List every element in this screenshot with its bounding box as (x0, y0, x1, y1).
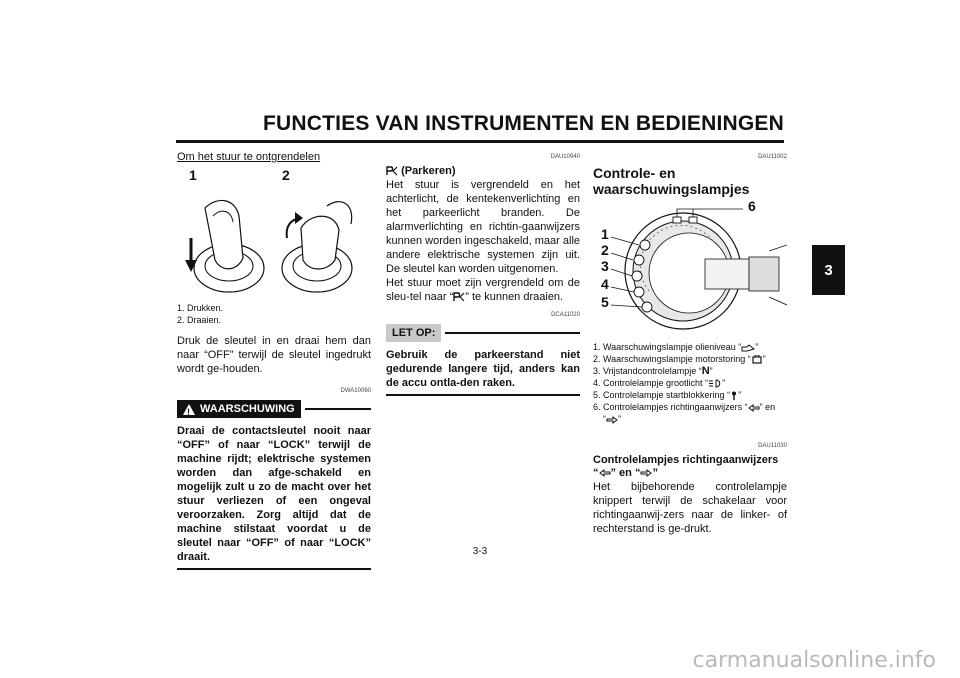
warning-code: DWA10060 (340, 388, 371, 394)
figure-label-4: 4 (601, 276, 609, 292)
arrow-right-icon (640, 469, 652, 477)
caption-item: 2. Waarschuwingslampje motorstoring “ ” (593, 354, 766, 364)
section-title: waarschuwingslampjes (593, 181, 750, 197)
caption-item: 1. Waarschuwingslampje olieniveau “ ” (593, 342, 759, 352)
inline-text: ” te kunnen draaien. (465, 291, 564, 303)
caption-item: 5. Controlelampje startblokkering “ ” (593, 390, 742, 400)
neutral-icon: N (701, 365, 710, 377)
inline-text: Het stuur moet zijn vergrendeld om de sleu-tel naar “ (386, 277, 580, 303)
notice-code: DCA11020 (551, 312, 580, 318)
section-code: DAU10940 (550, 154, 580, 160)
notice-text: Gebruik de parkeerstand niet gedurende langere tijd, anders kan de accu ontla-den raken. (386, 349, 580, 389)
section-code: DAU11002 (758, 154, 787, 160)
notice-header (386, 324, 580, 342)
key-figure (177, 168, 371, 298)
arrow-left-icon (748, 404, 760, 412)
high-beam-icon (708, 379, 722, 388)
figure-label-2: 2 (282, 167, 290, 183)
body-paragraph: Het bijbehorende controlelampje knippert terwijl de schakelaar voor richtingaanwij-zers naar de linker- of rechterstand is ge-drukt. (593, 481, 787, 535)
arrow-left-icon (599, 469, 611, 477)
figure-label-5: 5 (601, 294, 609, 310)
chapter-tab: 3 (812, 245, 845, 295)
ignition-key-illustration (177, 168, 371, 298)
notice-bottom-rule (386, 394, 580, 396)
figure-label-3: 3 (601, 258, 609, 274)
column-2 (386, 150, 580, 396)
instrument-cluster-illustration (593, 198, 787, 333)
body-paragraph: Het stuur is vergrendeld en het achterlicht, de kentekenverlichting en het parkeerlicht branden. De alarmverlichting en richtin-gaanwijzers kunnen worden ingeschakeld, maar alle andere elektrische systemen zijn uit. De sleutel kan worden uitgenomen. (386, 179, 580, 275)
subsection-title: “ ” en “ ” (593, 467, 658, 479)
warning-header (177, 400, 371, 418)
figure-label-2: 2 (601, 242, 609, 258)
warning-badge (177, 400, 301, 418)
figure-label-1: 1 (189, 167, 197, 183)
section-heading: Om het stuur te ontgrendelen (177, 151, 321, 163)
parking-icon (453, 292, 465, 302)
key-immobilizer-icon (730, 391, 738, 401)
caption-item: 4. Controlelampje grootlicht “ ” (593, 378, 726, 388)
section-code: DAU11030 (758, 443, 787, 449)
figure-label-1: 1 (601, 226, 609, 242)
oil-can-icon (741, 344, 755, 352)
figure-captions (177, 302, 371, 326)
parking-title-text: (Parkeren) (401, 165, 456, 177)
warning-triangle-icon: ! (183, 404, 195, 415)
page-title: FUNCTIES VAN INSTRUMENTEN EN BEDIENINGEN (263, 112, 784, 135)
column-3 (593, 150, 787, 536)
parking-title (386, 165, 580, 178)
section-title: Controle- en (593, 165, 676, 181)
body-paragraph: Druk de sleutel in en draai hem dan naar “OFF” terwijl de sleutel ingedrukt wordt ge-houden. (177, 335, 371, 375)
page-number: 3-3 (472, 546, 488, 557)
warning-text: Draai de contactsleutel nooit naar “OFF” of naar “LOCK” terwijl de machine rijdt; elektrische systemen worden dan afge-schakeld en mogelijk zult u zo de macht over het stuur verliezen of een ongeval veroorzaken. Zorg altijd dat de machine stilstaat voordat u de sleutel naar “OFF” of naar “LOCK” draait. (177, 425, 371, 563)
watermark: carmanualsonline.info (692, 648, 936, 673)
notice-badge: LET OP: (386, 324, 441, 342)
warning-bottom-rule (177, 568, 371, 570)
column-1 (177, 150, 371, 570)
caption-item: 2. Draaien. (177, 315, 222, 325)
caption-item: 6. Controlelampjes richtingaanwijzers “ ” en “ ” (593, 402, 776, 424)
subsection-title: Controlelampjes richtingaanwijzers (593, 454, 779, 466)
parking-icon (386, 166, 398, 176)
warning-rule (305, 408, 371, 410)
figure-captions (593, 341, 787, 425)
warning-label: WAARSCHUWING (200, 403, 295, 415)
caption-item: 3. Vrijstandcontrolelampje “N” (593, 365, 713, 377)
figure-label-6: 6 (748, 198, 756, 214)
instrument-panel-figure (593, 198, 787, 333)
engine-icon (751, 355, 763, 364)
arrow-right-icon (606, 416, 618, 424)
notice-rule (445, 332, 580, 334)
caption-item: 1. Drukken. (177, 303, 224, 313)
body-paragraph (386, 276, 580, 304)
header-rule (176, 140, 784, 143)
